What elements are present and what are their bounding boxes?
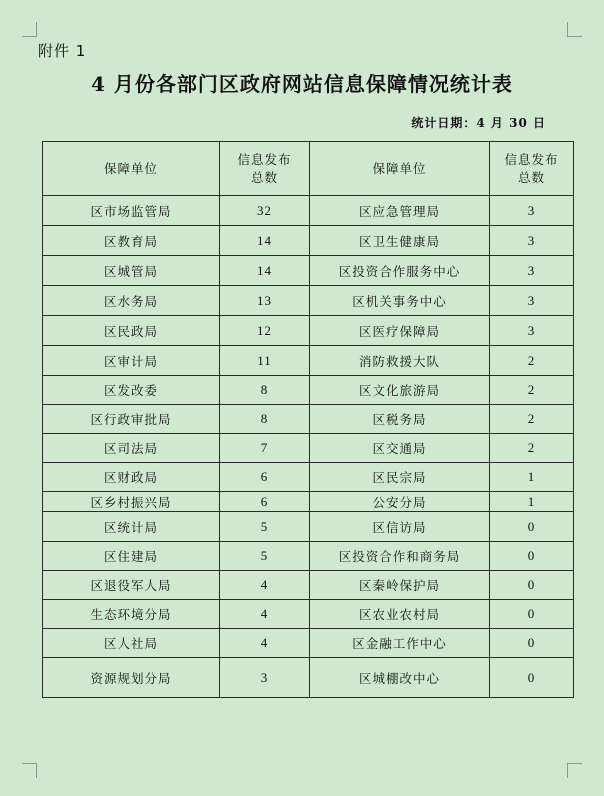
unit-cell: 区卫生健康局 [310, 226, 490, 256]
count-cell: 5 [220, 542, 310, 571]
count-cell: 3 [490, 316, 574, 346]
count-cell: 12 [220, 316, 310, 346]
unit-cell: 区机关事务中心 [310, 286, 490, 316]
unit-cell: 区文化旅游局 [310, 376, 490, 405]
count-cell: 6 [220, 463, 310, 492]
table-row [43, 316, 574, 346]
table-row [43, 463, 574, 492]
table-row [43, 226, 574, 256]
count-cell: 3 [220, 658, 310, 698]
crop-mark-top-left [22, 22, 37, 37]
header-unit-right: 保障单位 [310, 142, 490, 196]
unit-cell: 区农业农村局 [310, 600, 490, 629]
table-row [43, 571, 574, 600]
count-cell: 4 [220, 629, 310, 658]
table-row [43, 434, 574, 463]
table-row [43, 405, 574, 434]
table-row [43, 600, 574, 629]
unit-cell: 区民政局 [43, 316, 220, 346]
unit-cell: 区发改委 [43, 376, 220, 405]
unit-cell: 区水务局 [43, 286, 220, 316]
unit-cell: 区医疗保障局 [310, 316, 490, 346]
header-count-line2: 总数 [517, 169, 545, 185]
count-cell: 3 [490, 196, 574, 226]
count-cell: 4 [220, 571, 310, 600]
statistics-date: 统计日期：4 月 30 日 [411, 116, 546, 130]
unit-cell: 区民宗局 [310, 463, 490, 492]
unit-cell: 区教育局 [43, 226, 220, 256]
count-cell: 1 [490, 492, 574, 512]
table-row [43, 629, 574, 658]
header-count-left [220, 142, 310, 196]
table-row [43, 658, 574, 698]
unit-cell: 生态环境分局 [43, 600, 220, 629]
unit-cell: 资源规划分局 [43, 658, 220, 698]
count-cell: 14 [220, 226, 310, 256]
table-row [43, 512, 574, 542]
unit-cell: 区城管局 [43, 256, 220, 286]
unit-cell: 区应急管理局 [310, 196, 490, 226]
table-row [43, 346, 574, 376]
unit-cell: 区乡村振兴局 [43, 492, 220, 512]
count-cell: 7 [220, 434, 310, 463]
count-cell: 8 [220, 405, 310, 434]
unit-cell: 区交通局 [310, 434, 490, 463]
count-cell: 4 [220, 600, 310, 629]
count-cell: 3 [490, 256, 574, 286]
header-count-right [490, 142, 574, 196]
table-header-row [43, 142, 574, 196]
page-title: 4 月份各部门区政府网站信息保障情况统计表 [91, 72, 513, 96]
header-unit-left: 保障单位 [43, 142, 220, 196]
count-cell: 2 [490, 346, 574, 376]
count-cell: 3 [490, 226, 574, 256]
unit-cell: 区审计局 [43, 346, 220, 376]
count-cell: 0 [490, 542, 574, 571]
attachment-label: 附件 1 [38, 42, 87, 60]
unit-cell: 区信访局 [310, 512, 490, 542]
table-row [43, 256, 574, 286]
count-cell: 0 [490, 571, 574, 600]
count-cell: 0 [490, 658, 574, 698]
count-cell: 13 [220, 286, 310, 316]
unit-cell: 区投资合作服务中心 [310, 256, 490, 286]
header-count-line1: 信息发布 [504, 151, 559, 167]
table-row [43, 376, 574, 405]
statistics-table [42, 141, 574, 698]
count-cell: 14 [220, 256, 310, 286]
unit-cell: 区退役军人局 [43, 571, 220, 600]
count-cell: 6 [220, 492, 310, 512]
count-cell: 0 [490, 600, 574, 629]
count-cell: 11 [220, 346, 310, 376]
unit-cell: 区司法局 [43, 434, 220, 463]
table-row [43, 196, 574, 226]
unit-cell: 区秦岭保护局 [310, 571, 490, 600]
unit-cell: 区城棚改中心 [310, 658, 490, 698]
count-cell: 8 [220, 376, 310, 405]
count-cell: 3 [490, 286, 574, 316]
unit-cell: 区行政审批局 [43, 405, 220, 434]
unit-cell: 区市场监管局 [43, 196, 220, 226]
unit-cell: 区统计局 [43, 512, 220, 542]
table-row [43, 492, 574, 512]
unit-cell: 区投资合作和商务局 [310, 542, 490, 571]
count-cell: 2 [490, 376, 574, 405]
unit-cell: 消防救援大队 [310, 346, 490, 376]
crop-mark-bottom-right [567, 763, 582, 778]
table-row [43, 286, 574, 316]
unit-cell: 区税务局 [310, 405, 490, 434]
header-count-line2: 总数 [250, 169, 278, 185]
header-count-line1: 信息发布 [237, 151, 292, 167]
count-cell: 1 [490, 463, 574, 492]
unit-cell: 区住建局 [43, 542, 220, 571]
unit-cell: 公安分局 [310, 492, 490, 512]
unit-cell: 区财政局 [43, 463, 220, 492]
crop-mark-top-right [567, 22, 582, 37]
unit-cell: 区人社局 [43, 629, 220, 658]
unit-cell: 区金融工作中心 [310, 629, 490, 658]
count-cell: 5 [220, 512, 310, 542]
count-cell: 0 [490, 629, 574, 658]
count-cell: 0 [490, 512, 574, 542]
count-cell: 2 [490, 405, 574, 434]
table-row [43, 542, 574, 571]
count-cell: 2 [490, 434, 574, 463]
crop-mark-bottom-left [22, 763, 37, 778]
count-cell: 32 [220, 196, 310, 226]
